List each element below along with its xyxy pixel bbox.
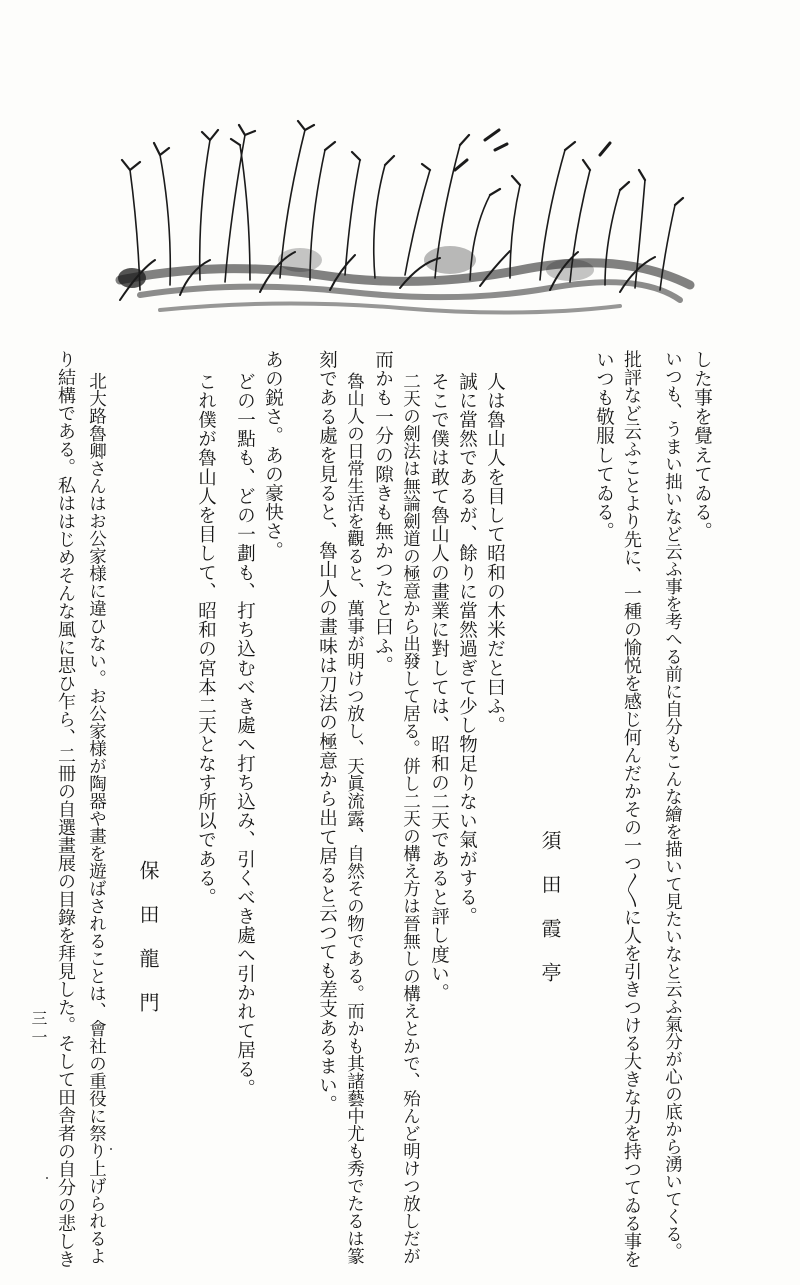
scan-speck [110,1148,112,1150]
text-line: 而かも一分の隙きも無かつたと曰ふ。 [372,350,394,675]
scan-speck [46,1177,48,1179]
text-line: どの一點も、どの一劃も、打ち込むべき處へ打ち込み、引くべき處へ引かれて居る。 [234,372,256,1098]
text-line: いつも、うまい拙いなど云ふ事を考へる前に自分もこんな繪を描いて見たいなと云ふ氣分が心の底から湧いてくる。 [662,350,683,1260]
text-line: そこで僕は敢て魯山人の畫業に對しては、昭和の二天であると評し度い。 [428,372,450,1003]
page-number: 三一 [29,1010,48,1048]
author-name: 須田霞亭 [538,830,562,1006]
text-line: した事を覺えてゐる。 [691,350,713,541]
text-line: り結構である。私ははじめそんな風に思ひ乍ら、二冊の自選畫展の目錄を拜見した。そして田舎者の自分の悲しき [55,350,76,1268]
author-name: 保田龍門 [136,860,160,1036]
text-line: これ僕が魯山人を目して、昭和の宮本二天となす所以である。 [195,372,217,907]
text-line: 北大路魯卿さんはお公家様に違ひない。お公家様が陶器や畫を遊ばされることは、會社の重役に祭り上げられるよ [86,372,107,1265]
text-line: 二天の劍法は無論劍道の極意から出發して居る。併し二天の構え方は晉無しの構えとかで、殆んど明けつ放しだが [400,372,421,1265]
text-line: 刻である處を見ると、魯山人の畫味は刀法の極意から出て居ると云つても差支あるまい。 [316,350,338,1114]
grass-ink-illustration [100,110,700,345]
text-line: 批評など云ふことより先に、一種の愉悦を感じ何んだかその一つ〳〵に人を引きつける大きな力を持つてゐる事を [621,350,642,1268]
text-line: いつも敬服してゐる。 [593,350,615,541]
text-line: 魯山人の日常生活を觀ると、萬事が明けつ放し、天眞流露、自然その物である。而かも其諸藝中尤も秀でたるは篆 [344,372,365,1265]
text-line: 人は魯山人を目して昭和の木米だと曰ふ。 [484,372,506,735]
text-line: 誠に當然であるが、餘りに當然過ぎて少し物足りない氣がする。 [456,372,478,926]
text-line: あの鋭さ。あの豪快さ。 [262,350,284,561]
